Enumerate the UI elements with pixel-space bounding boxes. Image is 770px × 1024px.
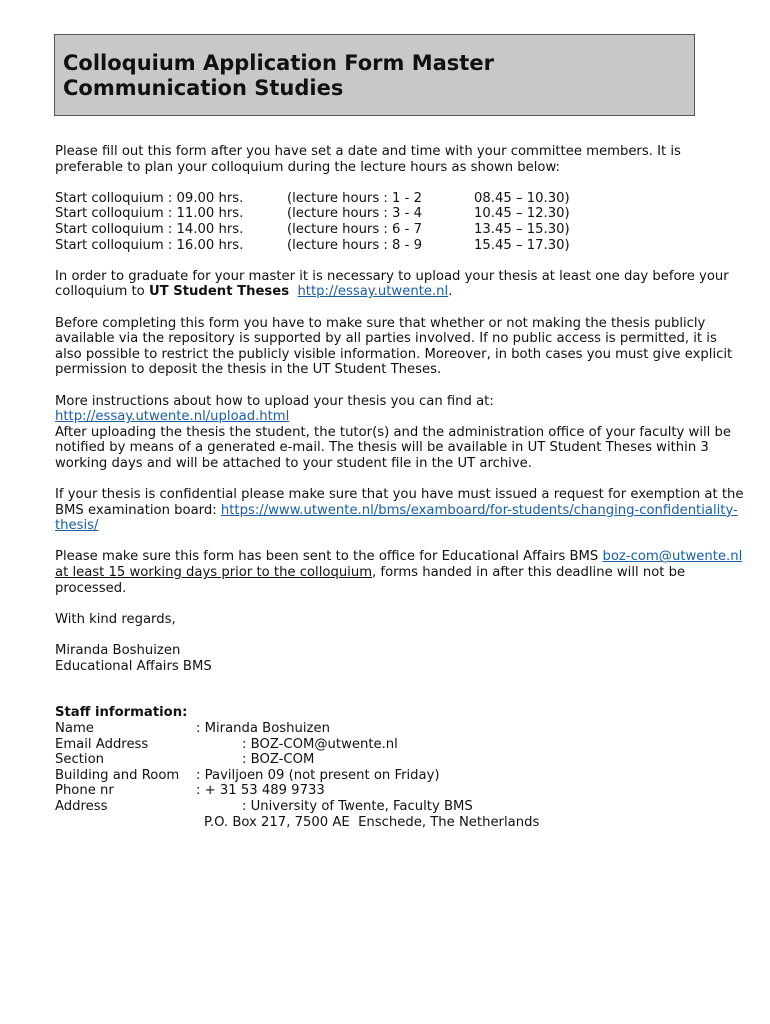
confidential-text: If your thesis is confidential please make sure that you have must issued a request for exemption at the BMS examination board: <box>55 487 744 518</box>
title-box <box>54 34 695 116</box>
staff-label: Section <box>55 752 104 768</box>
schedule-hours: (lecture hours : 3 - 4 <box>287 206 422 222</box>
staff-title: Staff information: <box>55 705 188 721</box>
schedule-hours: (lecture hours : 6 - 7 <box>287 221 422 237</box>
staff-label: Email Address <box>55 736 149 752</box>
send-paragraph <box>55 549 745 596</box>
schedule-row <box>55 238 745 254</box>
staff-row-email <box>55 737 745 753</box>
schedule-hours: (lecture hours : 1 - 2 <box>287 190 422 206</box>
signature-dept: Educational Affairs BMS <box>55 658 212 674</box>
graduate-end: . <box>448 284 453 300</box>
send-text: Please make sure this form has been sent to the office for Educational Affairs BMS <box>55 549 603 565</box>
staff-value: P.O. Box 217, 7500 AE Enschede, The Netherlands <box>204 814 540 830</box>
staff-row-address <box>55 799 745 815</box>
staff-row-phone <box>55 783 745 799</box>
graduate-text: In order to graduate for your master it is necessary to upload your thesis at least one day before your colloquium to <box>55 268 729 300</box>
ut-student-theses-label: UT Student Theses <box>148 284 290 300</box>
upload-link[interactable]: http://essay.utwente.nl/upload.html <box>55 409 290 425</box>
instructions-paragraph <box>55 394 745 472</box>
title-line-2: Communication Studies <box>63 76 344 100</box>
staff-information <box>55 705 745 830</box>
staff-row-section <box>55 752 745 768</box>
schedule-row <box>55 206 745 222</box>
essay-link[interactable]: http://essay.utwente.nl <box>297 284 449 300</box>
instructions-after: After uploading the thesis the student, the tutor(s) and the administration office of your faculty will be notified by means of a generated e-mail. The thesis will be available in UT Student Theses within 3 working days and will be attached to your student file in the UT archive. <box>55 424 731 471</box>
staff-value: : University of Twente, Faculty BMS <box>242 798 473 814</box>
document-body <box>55 144 745 830</box>
signature-name: Miranda Boshuizen <box>55 643 181 658</box>
schedule-time: 08.45 – 10.30) <box>474 190 570 206</box>
schedule-start: Start colloquium : 11.00 hrs. <box>55 206 244 222</box>
page-title <box>63 51 686 101</box>
title-line-1: Colloquium Application Form Master <box>63 51 494 75</box>
regards: With kind regards, <box>55 611 176 627</box>
schedule-start: Start colloquium : 16.00 hrs. <box>55 237 244 253</box>
staff-value: : Miranda Boshuizen <box>196 720 330 736</box>
staff-value: : BOZ-COM@utwente.nl <box>242 736 398 752</box>
confidentiality-link[interactable]: https://www.utwente.nl/bms/examboard/for-students/changing-confidentiality-thesis/ <box>55 502 738 534</box>
schedule-row <box>55 222 745 238</box>
staff-label: Building and Room <box>55 767 180 783</box>
signature-block <box>55 643 745 674</box>
graduate-paragraph <box>55 269 745 300</box>
schedule-start: Start colloquium : 09.00 hrs. <box>55 190 244 206</box>
schedule-time: 15.45 – 17.30) <box>474 237 570 253</box>
schedule-row <box>55 191 745 207</box>
staff-value: : Paviljoen 09 (not present on Friday) <box>196 767 440 783</box>
repository-paragraph: Before completing this form you have to make sure that whether or not making the thesis publicly available via the repository is supported by all parties involved. If no public access is permitted, it is also possible to restrict the publicly visible information. Moreover, in both cases you must give explicit permission to deposit the thesis in the UT Student Theses. <box>55 315 733 378</box>
staff-row-address-2 <box>55 815 745 831</box>
staff-value: : BOZ-COM <box>242 752 315 768</box>
schedule-hours: (lecture hours : 8 - 9 <box>287 237 422 253</box>
deadline-underline: at least 15 working days prior to the colloquium <box>55 565 373 581</box>
staff-label: Phone nr <box>55 783 114 799</box>
staff-label: Address <box>55 798 108 814</box>
confidential-paragraph <box>55 487 745 534</box>
schedule-start: Start colloquium : 14.00 hrs. <box>55 221 244 237</box>
staff-row-name <box>55 721 745 737</box>
staff-value: : + 31 53 489 9733 <box>196 783 325 799</box>
boz-email-link[interactable]: boz-com@utwente.nl <box>602 549 743 565</box>
staff-label: Name <box>55 720 94 736</box>
schedule-time: 10.45 – 12.30) <box>474 206 570 222</box>
instructions-text: More instructions about how to upload your thesis you can find at: <box>55 393 494 409</box>
send-end: , forms handed in after this deadline will not be processed. <box>55 565 686 596</box>
staff-row-building <box>55 768 745 784</box>
schedule-list <box>55 191 745 253</box>
intro-paragraph: Please fill out this form after you have set a date and time with your committee members. It is preferable to plan your colloquium during the lecture hours as shown below: <box>55 144 681 175</box>
schedule-time: 13.45 – 15.30) <box>474 221 570 237</box>
